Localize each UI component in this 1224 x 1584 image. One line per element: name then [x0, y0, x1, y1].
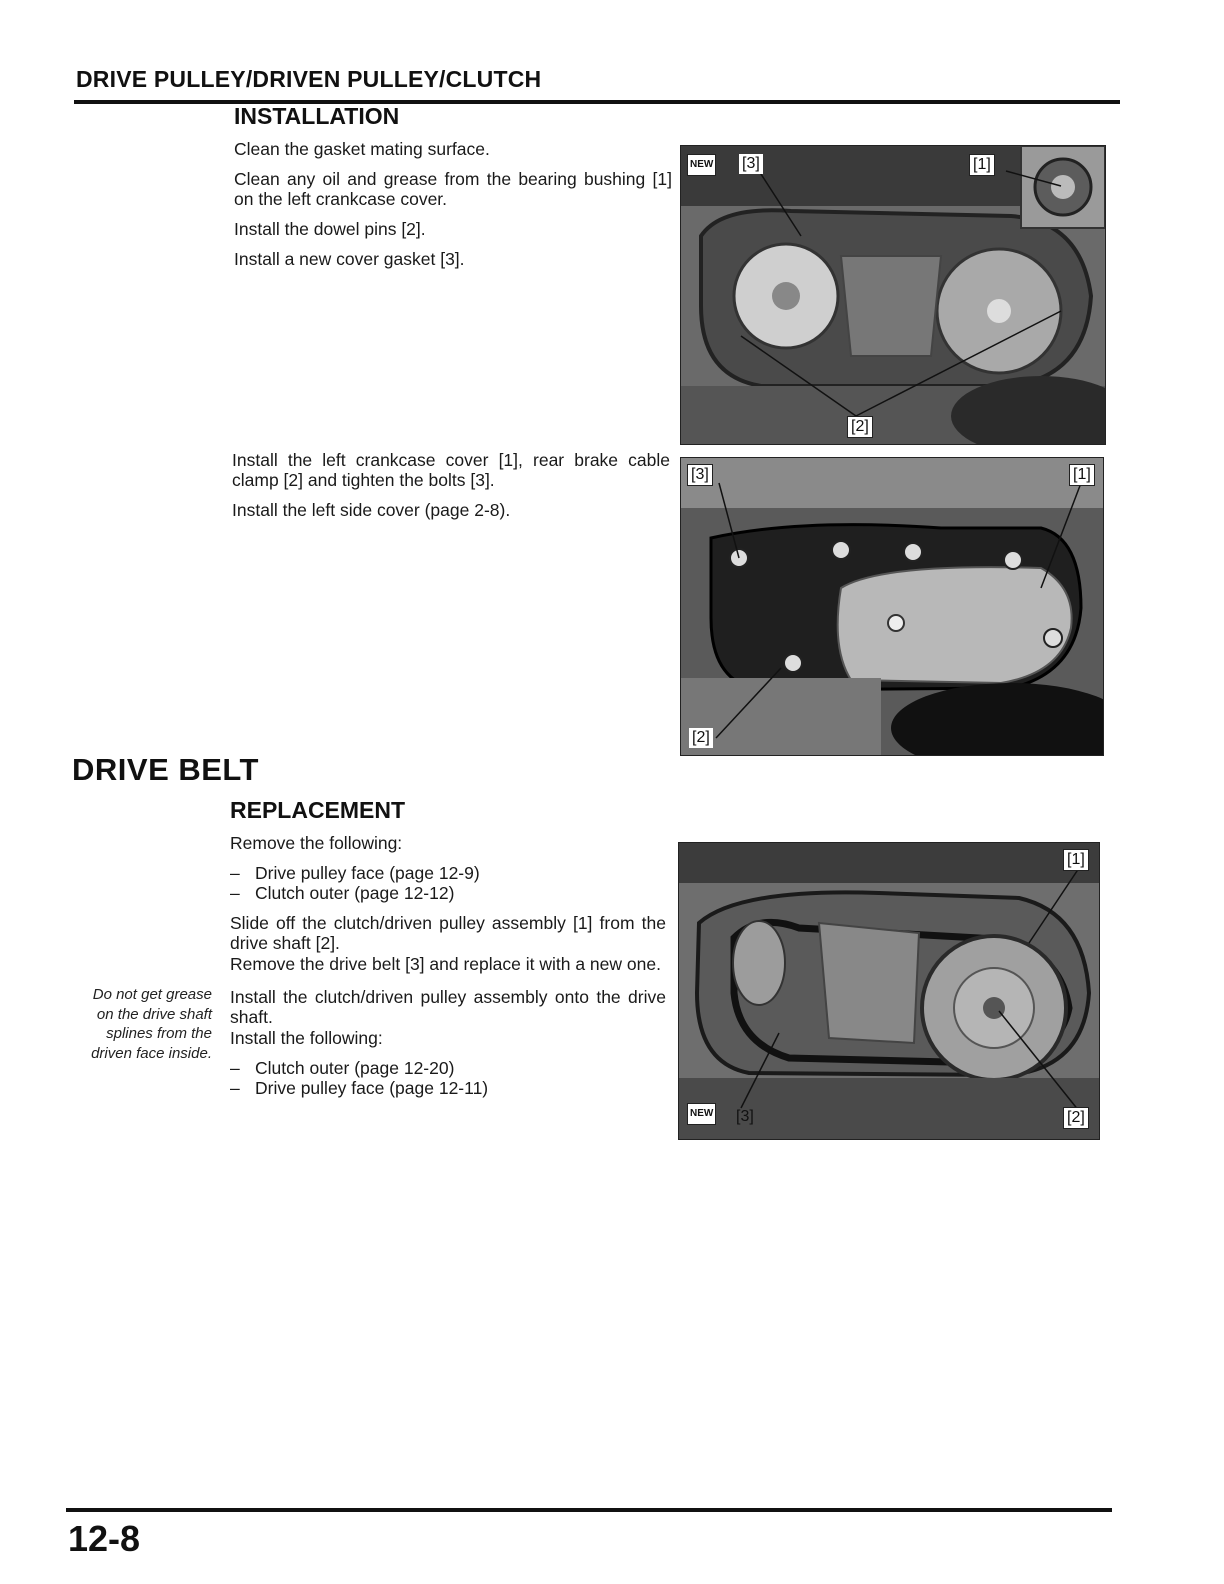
- step-text: Remove the drive belt [3] and replace it with a new one.: [230, 954, 661, 974]
- step-text: Install the left crankcase cover [1], rear brake cable clamp [2] and tighten the bolts [3].: [232, 450, 670, 490]
- crankcase-photo-illustration: [681, 146, 1105, 444]
- cover-install-illustration: [681, 458, 1103, 755]
- section-title: DRIVE PULLEY/DRIVEN PULLEY/CLUTCH: [76, 66, 542, 92]
- list-item: – Drive pulley face (page 12-11): [230, 1078, 666, 1098]
- callout-label: [2]: [1063, 1107, 1089, 1129]
- step-text: Install the left side cover (page 2-8).: [232, 500, 511, 520]
- note-line: driven face inside.: [91, 1044, 212, 1062]
- callout-label: [1]: [1063, 849, 1089, 871]
- drive-belt-procedure: [230, 833, 666, 1098]
- installation-steps-a: [234, 139, 672, 269]
- step-text: Remove the following:: [230, 833, 403, 853]
- caution-note: [70, 985, 212, 1063]
- photo-drive-belt: [678, 842, 1100, 1140]
- note-line: splines from the: [106, 1025, 212, 1042]
- install-list: [230, 1058, 666, 1098]
- note-line: Do not get grease: [92, 986, 212, 1003]
- callout-label: [2]: [847, 416, 873, 438]
- replacement-heading: REPLACEMENT: [230, 797, 406, 823]
- page-number: 12-8: [68, 1518, 141, 1559]
- step-text: Clean the gasket mating surface.: [234, 139, 490, 159]
- new-part-icon: NEW: [687, 1103, 716, 1125]
- installation-heading: INSTALLATION: [234, 103, 400, 129]
- callout-label: [1]: [1069, 464, 1095, 486]
- callout-label: [3]: [736, 1108, 754, 1125]
- installation-steps-b: [232, 450, 670, 520]
- list-item: – Drive pulley face (page 12-9): [230, 863, 666, 883]
- footer-rule: [66, 1508, 1112, 1512]
- new-part-icon: NEW: [687, 154, 716, 176]
- step-text: Install the dowel pins [2].: [234, 219, 426, 239]
- step-text: Install the following:: [230, 1028, 383, 1048]
- drive-belt-heading: DRIVE BELT: [72, 752, 259, 787]
- step-text: Clean any oil and grease from the bearing bushing [1] on the left crankcase cover.: [234, 169, 672, 209]
- drive-belt-illustration: [679, 843, 1099, 1139]
- step-text: Install a new cover gasket [3].: [234, 249, 465, 269]
- list-item: – Clutch outer (page 12-12): [230, 883, 666, 903]
- list-item: – Clutch outer (page 12-20): [230, 1058, 666, 1078]
- note-line: on the drive shaft: [96, 1005, 212, 1023]
- remove-list: [230, 863, 666, 903]
- header-rule: [74, 100, 1120, 104]
- step-text: Install the clutch/driven pulley assembly onto the drive shaft.: [230, 987, 666, 1027]
- photo-cover-gasket: [680, 145, 1106, 445]
- photo-crankcase-cover: [680, 457, 1104, 756]
- callout-label: [3]: [687, 464, 713, 486]
- callout-label: [2]: [689, 728, 713, 748]
- callout-label: [1]: [969, 154, 995, 176]
- callout-label: [3]: [739, 154, 763, 174]
- step-text: Slide off the clutch/driven pulley assembly [1] from the drive shaft [2].: [230, 913, 666, 953]
